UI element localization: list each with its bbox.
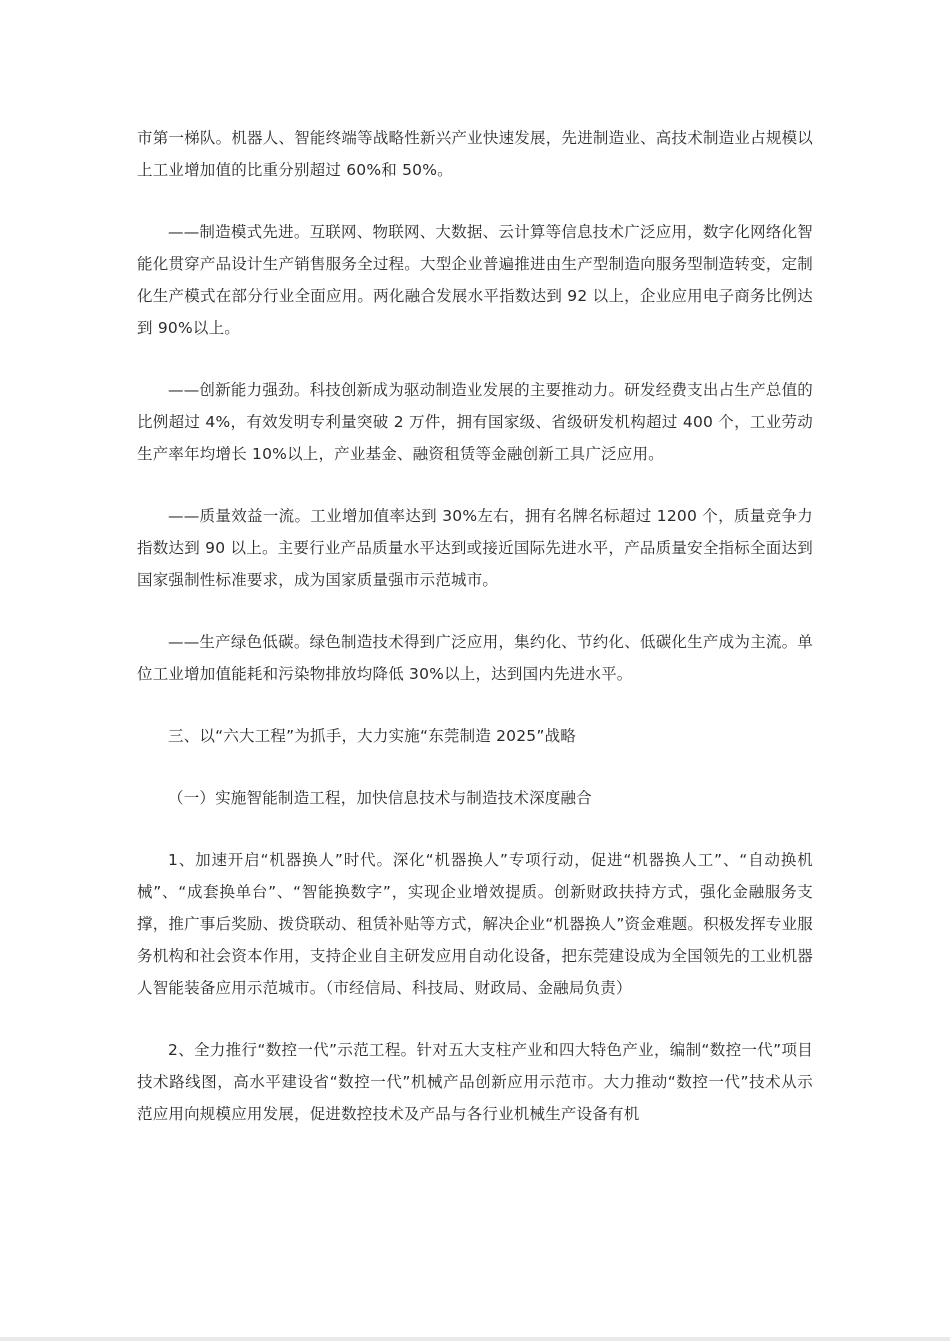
- paragraph-machine-replacement: 1、加速开启“机器换人”时代。深化“机器换人”专项行动，促进“机器换人工”、“自动换机械”、“成套换单台”、“智能换数字”，实现企业增效提质。创新财政扶持方式，强化金融服务支撑，推广事后奖励、拨贷联动、租赁补贴等方式，解决企业“机器换人”资金难题。积极发挥专业服务机构和社会资本作用，支持企业自主研发应用自动化设备，把东莞建设成为全国领先的工业机器人智能装备应用示范城市。（市经信局、科技局、财政局、金融局负责）: [137, 851, 813, 997]
- section-heading: 三、以“六大工程”为抓手，大力实施“东莞制造 2025”战略: [168, 727, 576, 745]
- paragraph-green-production: ——生产绿色低碳。绿色制造技术得到广泛应用，集约化、节约化、低碳化生产成为主流。单位工业增加值能耗和污染物排放均降低 30%以上，达到国内先进水平。: [137, 633, 813, 683]
- document-body: [137, 122, 813, 1130]
- paragraph-spacer: [137, 470, 813, 500]
- paragraph-spacer: [137, 690, 813, 720]
- paragraph-continuation: 市第一梯队。机器人、智能终端等战略性新兴产业快速发展，先进制造业、高技术制造业占规模以上工业增加值的比重分别超过 60%和 50%。: [137, 129, 813, 179]
- subsection-heading: （一）实施智能制造工程，加快信息技术与制造技术深度融合: [168, 789, 592, 807]
- paragraph-innovation: ——创新能力强劲。科技创新成为驱动制造业发展的主要推动力。研发经费支出占生产总值的比例超过 4%，有效发明专利量突破 2 万件，拥有国家级、省级研发机构超过 400 个，工业劳动生产率年均增长 10%以上，产业基金、融资租赁等金融创新工具广泛应用。: [137, 381, 813, 463]
- paragraph-manufacturing-mode: ——制造模式先进。互联网、物联网、大数据、云计算等信息技术广泛应用，数字化网络化智能化贯穿产品设计生产销售服务全过程。大型企业普遍推进由生产型制造向服务型制造转变，定制化生产模式在部分行业全面应用。两化融合发展水平指数达到 92 以上，企业应用电子商务比例达到 90%以上。: [137, 223, 813, 337]
- paragraph-spacer: [137, 596, 813, 626]
- paragraph-spacer: [137, 344, 813, 374]
- paragraph-spacer: [137, 814, 813, 844]
- paragraph-quality: ——质量效益一流。工业增加值率达到 30%左右，拥有名牌名标超过 1200 个，质量竞争力指数达到 90 以上。主要行业产品质量水平达到或接近国际先进水平，产品质量安全指标全面达到国家强制性标准要求，成为国家质量强市示范城市。: [137, 507, 813, 589]
- paragraph-spacer: [137, 1004, 813, 1034]
- paragraph-spacer: [137, 752, 813, 782]
- paragraph-cnc-generation: 2、全力推行“数控一代”示范工程。针对五大支柱产业和四大特色产业，编制“数控一代”项目技术路线图，高水平建设省“数控一代”机械产品创新应用示范市。大力推动“数控一代”技术从示范应用向规模应用发展，促进数控技术及产品与各行业机械生产设备有机: [137, 1041, 813, 1123]
- page-bottom-edge: [0, 1337, 950, 1341]
- paragraph-spacer: [137, 186, 813, 216]
